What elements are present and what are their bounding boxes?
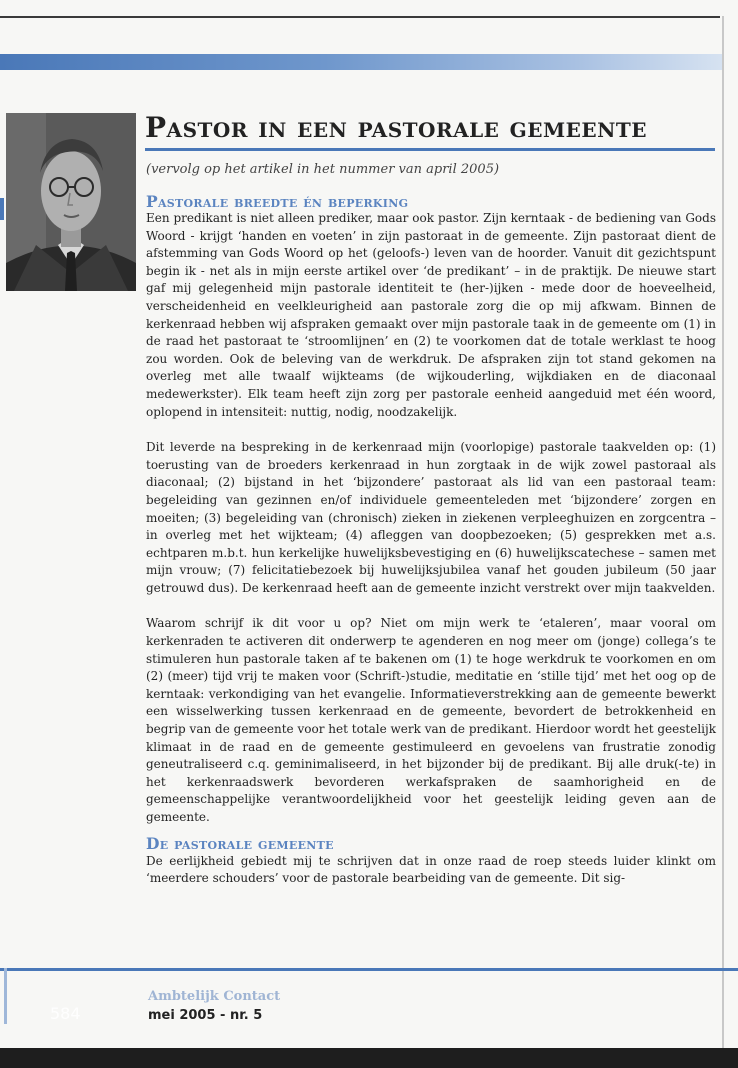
footer-rule — [0, 968, 738, 971]
footer-margin-mark — [4, 968, 7, 1024]
article-title: Pastor in een pastorale gemeente — [145, 111, 647, 144]
section-heading: Pastorale breedte én beperking — [146, 192, 409, 211]
section-heading: De pastorale gemeente — [146, 833, 334, 853]
article-body — [146, 210, 716, 888]
page-number: 584 — [50, 1004, 81, 1023]
intro-note: (vervolg op het artikel in het nummer van april 2005) — [146, 162, 500, 177]
page-edge — [722, 16, 724, 1050]
bottom-bar — [0, 1048, 738, 1068]
header-band — [0, 54, 722, 70]
left-margin-mark — [0, 198, 4, 220]
author-photo — [6, 113, 136, 291]
paragraph: Een predikant is niet alleen prediker, maar ook pastor. Zijn kerntaak - de bediening van Gods Woord - krijgt ‘handen en voeten’ in zijn pastoraat in de gemeente. Zijn pastoraat dient de afstemming van Gods Woord op het (geloofs-) leven van de hoorder. Vanuit dit gezichtspunt begin ik - net als in mijn eerste artikel over ‘de predikant’ – in de praktijk. De nieuwe start gaf mij gelegenheid mijn pastorale identiteit te (her-)ijken - mede door de hoeveelheid, verscheidenheid en veelkleurigheid aan pastorale zorg die op mij afkwam. Binnen de kerkenraad hebben wij afspraken gemaakt over mijn pastorale taak in de gemeente om (1) in de raad het pastoraat te ‘stroomlijnen’ en (2) te voorkomen dat de totale werklast te hoog zou worden. Ook de beleving van de werkdruk. De afspraken zijn tot stand gekomen na overleg met alle twaalf wijkteams (de wijkouderling, wijkdiaken en de diaconaal medewerkster). Elk team heeft zijn zorg per pastorale eenheid aangeduid met één woord, oplopend in intensiteit: nuttig, nodig, noodzakelijk. — [146, 211, 716, 419]
paragraph: De eerlijkheid gebiedt mij te schrijven dat in onze raad de roep steeds luider klinkt om ‘meerdere schouders’ voor de pastorale bearbeiding van de gemeente. Dit sig- — [146, 853, 716, 886]
issue-label: mei 2005 - nr. 5 — [148, 1008, 263, 1023]
top-rule — [0, 16, 720, 18]
paragraph: Waarom schrijf ik dit voor u op? Niet om mijn werk te ‘etaleren’, maar vooral om kerkenraden te activeren dit onderwerp te agenderen en nog meer om (jonge) collega’s te stimuleren hun pastorale taken af te bakenen om (1) te hoge werkdruk te voorkomen en om (2) (meer) tijd vrij te maken voor (Schrift-)studie, meditatie en ‘stille tijd’ met het oog op de kerntaak: verkondiging van het evangelie. Informatieverstrekking aan de gemeente bewerkt een wisselwerking tussen kerkenraad en de gemeente, bevordert de betrokkenheid en begrip van de gemeente voor het totale werk van de predikant. Hierdoor wordt het geestelijk klimaat in de raad en de gemeente gestimuleerd en gevoelens van frustratie zonodig geneutraliseerd c.q. geminimaliseerd, in het bijzonder bij de predikant. Bij alle druk(-te) in het kerkenraadswerk bevorderen werkafspraken de saamhorigheid en de gemeenschappelijke verantwoordelijkheid voor het geestelijk leiding geven aan de gemeente. — [146, 616, 716, 824]
footer — [148, 988, 280, 1026]
paragraph: Dit leverde na bespreking in de kerkenraad mijn (voorlopige) pastorale taakvelden op: (1) toerusting van de broeders kerkenraad in hun zorgtaak in de wijk zowel pastoraal als diaconaal; (2) bijstand in het ‘bijzondere’ pastoraat als lid van een pastoraal team: begeleiding van gezinnen en/of individuele gemeenteleden met ‘bijzondere’ zorgen en moeiten; (3) begeleiding van (chronisch) zieken in ziekenen verpleeghuizen en zorgcentra – in overleg met het wijkteam; (4) afleggen van doopbezoeken; (5) gesprekken met a.s. echtparen m.b.t. hun kerkelijke huwelijksbevestiging en (6) huwelijkscatechese – samen met mijn vrouw; (7) felicitatiebezoek bij huwelijksjubilea vanaf het gouden jubileum (50 jaar getrouwd dus). De kerkenraad heeft aan de gemeente inzicht verstrekt over mijn taakvelden. — [146, 440, 716, 595]
title-underline — [145, 148, 715, 151]
publication-name: Ambtelijk Contact — [148, 989, 281, 1004]
